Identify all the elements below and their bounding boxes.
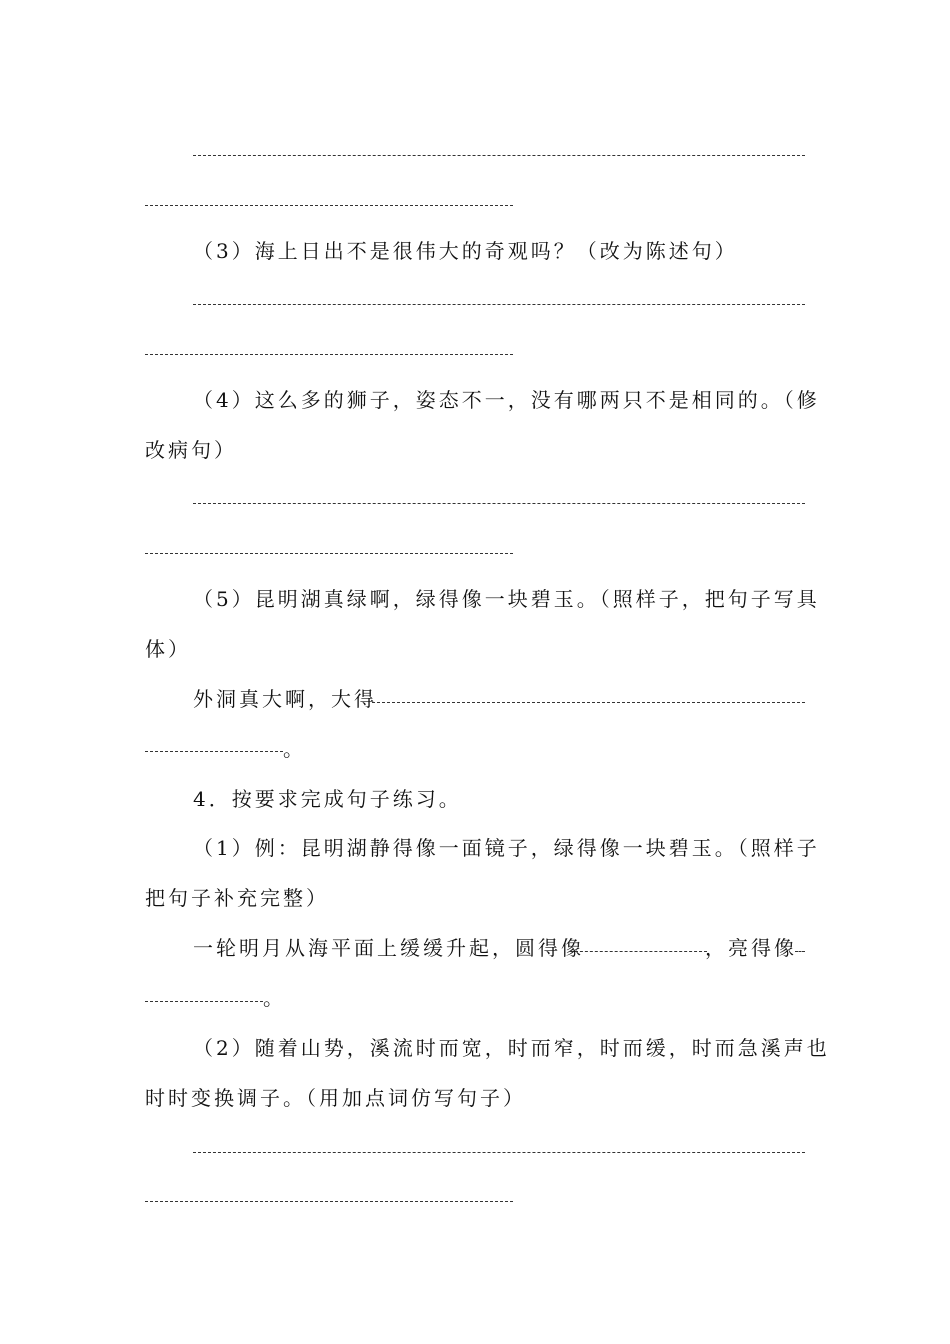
period: 。	[283, 737, 306, 761]
question-3-5-line2: 体）	[145, 637, 191, 661]
answer-line	[372, 702, 805, 703]
period: 。	[263, 986, 286, 1010]
answer-line	[145, 751, 283, 752]
question-3-4-line2: 改病句）	[145, 438, 237, 462]
answer-line	[145, 354, 513, 355]
answer-line	[193, 503, 805, 504]
answer-line	[145, 1201, 513, 1202]
question-3-5-line1: （5）昆明湖真绿啊，绿得像一块碧玉。（照样子，把句子写具	[193, 587, 820, 611]
answer-line	[193, 1152, 805, 1153]
fill-sentence-mid: ，亮得像	[705, 936, 797, 960]
answer-line	[145, 553, 513, 554]
answer-line	[193, 155, 805, 156]
answer-line	[145, 205, 513, 206]
fill-blank	[795, 951, 805, 952]
fill-blank	[570, 951, 707, 952]
answer-prompt: 外洞真大啊，大得	[193, 687, 377, 711]
answer-line	[193, 304, 805, 305]
question-3-3: （3）海上日出不是很伟大的奇观吗？（改为陈述句）	[193, 239, 738, 263]
question-3-4-line1: （4）这么多的狮子，姿态不一，没有哪两只不是相同的。（修	[193, 388, 820, 412]
fill-sentence-start: 一轮明月从海平面上缓缓升起，圆得像	[193, 936, 584, 960]
question-4-2-line2: 时时变换调子。（用加点词仿写句子）	[145, 1086, 526, 1110]
question-4-heading: 4．按要求完成句子练习。	[193, 787, 462, 811]
fill-blank	[145, 1001, 263, 1002]
question-4-2-line1: （2）随着山势，溪流时而宽，时而窄，时而缓，时而急溪声也	[193, 1036, 830, 1060]
question-4-1-line1: （1）例：昆明湖静得像一面镜子，绿得像一块碧玉。（照样子	[193, 836, 820, 860]
question-4-1-line2: 把句子补充完整）	[145, 886, 329, 910]
